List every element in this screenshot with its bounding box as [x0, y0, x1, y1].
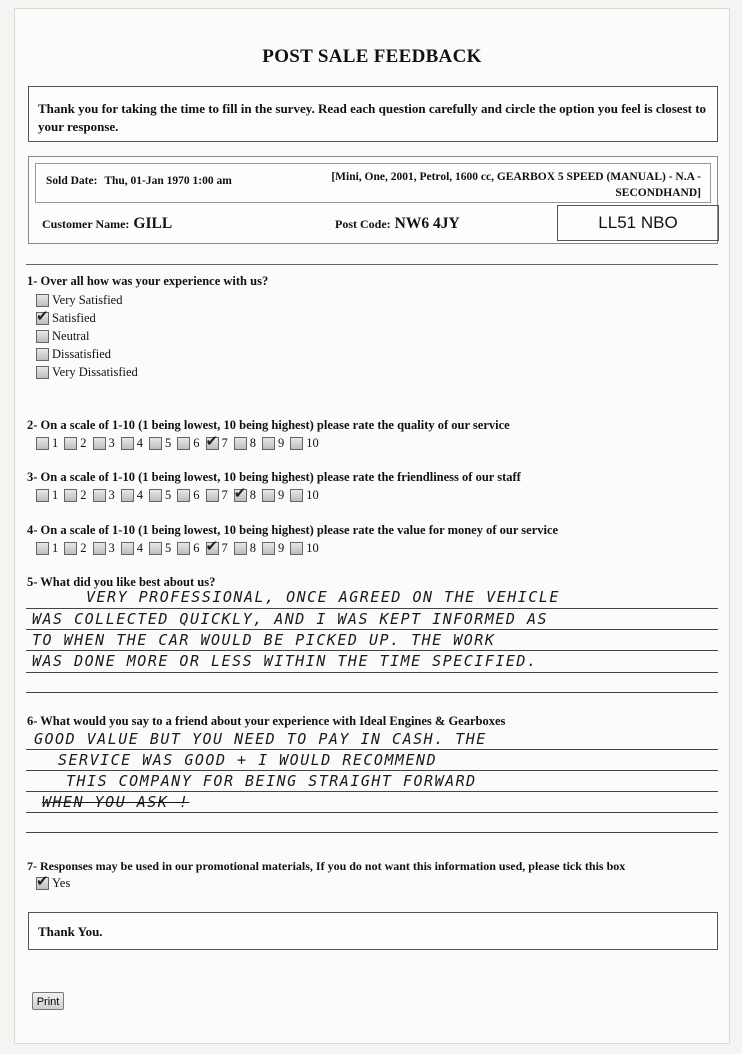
option-label: 10 — [306, 541, 319, 555]
option-label: Yes — [52, 876, 71, 890]
question-6: 6- What would you say to a friend about your experience with Ideal Engines & Gearboxes — [27, 714, 506, 728]
option-label: 3 — [108, 488, 115, 502]
question-5: 5- What did you like best about us? — [27, 575, 216, 589]
q1-option-very-satisfied[interactable] — [36, 293, 122, 308]
q3-option-4[interactable] — [121, 488, 143, 503]
option-label: 2 — [80, 436, 87, 450]
checkbox[interactable] — [206, 489, 219, 502]
question-3: 3- On a scale of 1-10 (1 being lowest, 10 being highest) please rate the friendliness of our staff — [27, 470, 521, 484]
checkbox-checked[interactable] — [36, 312, 49, 325]
option-label: 6 — [193, 488, 200, 502]
q5-answer-line-2: WAS COLLECTED QUICKLY, AND I WAS KEPT INFORMED AS — [32, 610, 549, 628]
checkbox[interactable] — [149, 437, 162, 450]
thank-you-text: Thank You. — [38, 924, 103, 939]
checkbox-checked[interactable] — [206, 437, 219, 450]
checkbox[interactable] — [177, 489, 190, 502]
customer-name-value: GILL — [133, 215, 173, 232]
q2-option-4[interactable] — [121, 436, 143, 451]
option-label: Dissatisfied — [52, 347, 112, 361]
checkbox[interactable] — [290, 489, 303, 502]
answer-line — [26, 692, 718, 693]
checkbox[interactable] — [262, 542, 275, 555]
customer-name-label: Customer Name: — [42, 217, 130, 231]
option-label: 4 — [136, 541, 143, 555]
q1-option-satisfied[interactable] — [36, 311, 96, 326]
checkbox[interactable] — [93, 489, 106, 502]
answer-line — [26, 629, 718, 630]
page-title: POST SALE FEEDBACK — [262, 46, 482, 67]
option-label: 9 — [278, 488, 285, 502]
checkbox[interactable] — [36, 437, 49, 450]
option-label: 10 — [306, 488, 319, 502]
answer-line — [26, 749, 718, 750]
q3-option-3[interactable] — [93, 488, 115, 503]
answer-line — [26, 832, 718, 833]
q2-option-1[interactable] — [36, 436, 58, 451]
q3-option-8[interactable] — [234, 488, 256, 503]
checkbox[interactable] — [149, 542, 162, 555]
q2-option-6[interactable] — [177, 436, 199, 451]
checkbox[interactable] — [121, 489, 134, 502]
intro-box — [28, 86, 718, 142]
sale-details-row — [35, 163, 711, 203]
checkbox[interactable] — [234, 437, 247, 450]
option-label: 9 — [278, 436, 285, 450]
q3-option-2[interactable] — [64, 488, 86, 503]
option-label: 5 — [165, 488, 172, 502]
sold-date — [46, 175, 232, 187]
option-label: 7 — [221, 436, 228, 450]
q2-option-10[interactable] — [290, 436, 319, 451]
q1-option-neutral[interactable] — [36, 329, 89, 344]
q2-option-9[interactable] — [262, 436, 284, 451]
checkbox[interactable] — [177, 437, 190, 450]
checkbox-checked[interactable] — [206, 542, 219, 555]
checkbox[interactable] — [121, 437, 134, 450]
checkbox[interactable] — [234, 542, 247, 555]
answer-line — [26, 608, 718, 609]
checkbox[interactable] — [36, 542, 49, 555]
intro-text: Thank you for taking the time to fill in the survey. Read each question carefully and circle the option you feel is closest to your response. — [38, 101, 707, 134]
option-label: 4 — [136, 436, 143, 450]
option-label: 5 — [165, 541, 172, 555]
q3-option-7[interactable] — [206, 488, 228, 503]
q6-answer-line-1: GOOD VALUE BUT YOU NEED TO PAY IN CASH. THE — [34, 730, 487, 748]
question-4: 4- On a scale of 1-10 (1 being lowest, 10 being highest) please rate the value for money of our service — [27, 523, 559, 537]
q5-answer-line-1: VERY PROFESSIONAL, ONCE AGREED ON THE VEHICLE — [86, 588, 560, 606]
option-label: Neutral — [52, 329, 90, 343]
q4-option-7[interactable] — [206, 541, 228, 556]
checkbox[interactable] — [177, 542, 190, 555]
checkbox-checked[interactable] — [234, 489, 247, 502]
q2-option-2[interactable] — [64, 436, 86, 451]
sale-info-box — [28, 156, 718, 244]
q7-option-yes[interactable] — [36, 876, 70, 891]
checkbox[interactable] — [36, 294, 49, 307]
q6-answer-line-3: THIS COMPANY FOR BEING STRAIGHT FORWARD — [66, 772, 477, 790]
vehicle-details — [326, 169, 701, 201]
post-code — [335, 215, 460, 233]
post-code-label: Post Code: — [335, 217, 391, 231]
q2-option-5[interactable] — [149, 436, 171, 451]
option-label: 9 — [278, 541, 285, 555]
q2-scale — [36, 436, 325, 451]
option-label: 6 — [193, 541, 200, 555]
checkbox[interactable] — [36, 348, 49, 361]
checkbox[interactable] — [290, 437, 303, 450]
option-label: Very Dissatisfied — [52, 365, 138, 379]
q2-option-8[interactable] — [234, 436, 256, 451]
customer-name — [42, 215, 172, 233]
checkbox[interactable] — [121, 542, 134, 555]
q1-option-dissatisfied[interactable] — [36, 347, 111, 362]
answer-line — [26, 791, 718, 792]
q4-option-9[interactable] — [262, 541, 284, 556]
q6-answer-line-2: SERVICE WAS GOOD + I WOULD RECOMMEND — [58, 751, 438, 769]
option-label: 2 — [80, 488, 87, 502]
q4-option-1[interactable] — [36, 541, 58, 556]
q3-option-6[interactable] — [177, 488, 199, 503]
vehicle-line-2: SECONDHAND] — [615, 187, 701, 199]
q6-answer-line-4: WHEN YOU ASK ! — [42, 793, 190, 811]
option-label: 7 — [221, 541, 228, 555]
checkbox[interactable] — [36, 489, 49, 502]
q4-option-8[interactable] — [234, 541, 256, 556]
checkbox[interactable] — [36, 366, 49, 379]
question-2: 2- On a scale of 1-10 (1 being lowest, 10 being highest) please rate the quality of our service — [27, 418, 510, 432]
option-label: 1 — [52, 436, 59, 450]
option-label: 5 — [165, 436, 172, 450]
q3-option-9[interactable] — [262, 488, 284, 503]
option-label: Very Satisfied — [52, 293, 123, 307]
answer-line — [26, 672, 718, 673]
post-code-value: NW6 4JY — [394, 215, 460, 232]
q5-answer-line-3: TO WHEN THE CAR WOULD BE PICKED UP. THE WORK — [32, 631, 496, 649]
checkbox[interactable] — [262, 437, 275, 450]
checkbox[interactable] — [64, 437, 77, 450]
option-label: Satisfied — [52, 311, 96, 325]
checkbox[interactable] — [93, 542, 106, 555]
checkbox-checked[interactable] — [36, 877, 49, 890]
vehicle-line-1: [Mini, One, 2001, Petrol, 1600 cc, GEARBOX 5 SPEED (MANUAL) - N.A - — [331, 171, 701, 183]
option-label: 1 — [52, 541, 59, 555]
thank-you-box — [28, 912, 718, 950]
question-7: 7- Responses may be used in our promotional materials, If you do not want this information used, please tick this box — [27, 859, 626, 873]
sold-date-label: Sold Date: — [46, 175, 98, 187]
option-label: 7 — [221, 488, 228, 502]
q4-option-5[interactable] — [149, 541, 171, 556]
checkbox[interactable] — [93, 437, 106, 450]
q2-option-3[interactable] — [93, 436, 115, 451]
answer-line — [26, 812, 718, 813]
answer-line — [26, 770, 718, 771]
q3-scale — [36, 488, 325, 503]
q4-option-3[interactable] — [93, 541, 115, 556]
option-label: 6 — [193, 436, 200, 450]
checkbox[interactable] — [290, 542, 303, 555]
q1-option-very-dissatisfied[interactable] — [36, 365, 138, 380]
q3-option-1[interactable] — [36, 488, 58, 503]
q4-option-6[interactable] — [177, 541, 199, 556]
option-label: 8 — [249, 436, 256, 450]
registration-plate: LL51 NBO — [557, 205, 719, 241]
q2-option-7[interactable] — [206, 436, 228, 451]
sold-date-value: Thu, 01-Jan 1970 1:00 am — [104, 175, 232, 187]
q4-option-10[interactable] — [290, 541, 319, 556]
q3-option-5[interactable] — [149, 488, 171, 503]
checkbox[interactable] — [64, 489, 77, 502]
checkbox[interactable] — [149, 489, 162, 502]
option-label: 10 — [306, 436, 319, 450]
q4-option-4[interactable] — [121, 541, 143, 556]
option-label: 1 — [52, 488, 59, 502]
checkbox[interactable] — [36, 330, 49, 343]
question-1: 1- Over all how was your experience with us? — [27, 274, 269, 288]
print-button[interactable]: Print — [32, 992, 64, 1010]
divider — [26, 264, 718, 265]
option-label: 8 — [249, 488, 256, 502]
option-label: 3 — [108, 436, 115, 450]
option-label: 4 — [136, 488, 143, 502]
checkbox[interactable] — [262, 489, 275, 502]
q4-scale — [36, 541, 325, 556]
q4-option-2[interactable] — [64, 541, 86, 556]
option-label: 3 — [108, 541, 115, 555]
q5-answer-line-4: WAS DONE MORE OR LESS WITHIN THE TIME SPECIFIED. — [32, 652, 538, 670]
answer-line — [26, 650, 718, 651]
q3-option-10[interactable] — [290, 488, 319, 503]
checkbox[interactable] — [64, 542, 77, 555]
option-label: 2 — [80, 541, 87, 555]
feedback-form — [14, 8, 730, 1044]
option-label: 8 — [249, 541, 256, 555]
